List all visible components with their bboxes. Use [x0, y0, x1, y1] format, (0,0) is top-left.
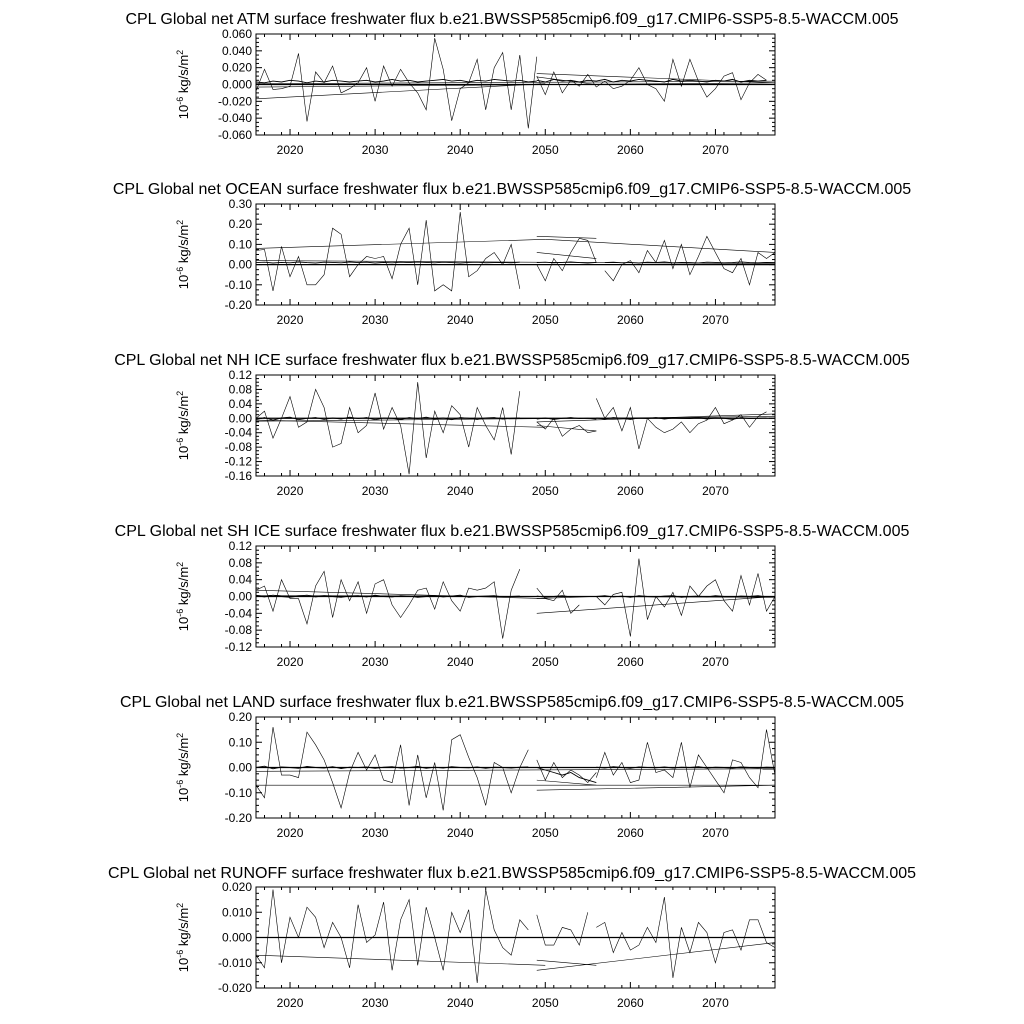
x-tick-label: 2020 [276, 655, 304, 669]
y-tick-label: -0.12 [224, 640, 252, 654]
series-line [256, 212, 520, 291]
y-tick-label: 0.020 [221, 880, 252, 894]
trend-line [537, 960, 597, 965]
y-tick-label: 0.04 [228, 396, 252, 411]
y-tick-label: 0.04 [228, 572, 252, 587]
x-tick-label: 2060 [617, 143, 644, 157]
x-tick-label: 2020 [276, 313, 304, 327]
y-tick-label: -0.020 [217, 981, 252, 995]
series-line [537, 760, 597, 783]
y-axis-scale: 10 [176, 104, 191, 120]
x-tick-label: 2070 [702, 313, 729, 327]
plot-frame [256, 204, 775, 305]
y-axis-scale-exp: -6 [175, 437, 185, 446]
x-tick-label: 2040 [446, 484, 474, 498]
y-tick-label: 0.12 [228, 368, 252, 382]
y-axis-unit-exp: 2 [175, 902, 185, 908]
y-axis-unit: kg/s/m [176, 224, 191, 267]
x-tick-label: 2050 [531, 143, 559, 157]
y-tick-label: 0.08 [228, 382, 252, 397]
y-tick-label: 0.060 [221, 27, 252, 41]
y-axis-unit-exp: 2 [175, 732, 185, 738]
chart-title: CPL Global net RUNOFF surface freshwater flux b.e21.BWSSP585cmip6.f09_g17.CMIP6-SSP5-8.5-WACCM.005 [107, 865, 917, 882]
y-axis-scale: 10 [176, 274, 191, 290]
plot-data [256, 559, 775, 639]
trend-line [256, 955, 545, 965]
y-tick-label: 0.010 [221, 905, 252, 920]
y-axis-unit-exp: 2 [175, 561, 185, 567]
x-tick-label: 2030 [361, 143, 389, 157]
x-tick-label: 2030 [361, 996, 389, 1010]
x-tick-label: 2060 [617, 655, 644, 669]
y-tick-label: 0.00 [228, 411, 252, 426]
x-tick-label: 2060 [617, 484, 644, 498]
x-tick-label: 2050 [531, 655, 559, 669]
series-line [596, 398, 766, 449]
y-tick-label: 0.00 [228, 257, 252, 272]
series-line [537, 912, 588, 945]
trend-line [537, 252, 597, 258]
x-tick-label: 2050 [531, 313, 559, 327]
y-axis-scale: 10 [176, 787, 191, 803]
plot-data [256, 727, 784, 810]
x-tick-label: 2020 [276, 996, 304, 1010]
y-axis-unit: kg/s/m [176, 566, 191, 609]
y-tick-label: 0.30 [228, 197, 252, 211]
y-tick-label: 0.08 [228, 555, 252, 570]
chart-panel-5 [120, 694, 904, 840]
y-tick-label: 0.10 [228, 237, 252, 252]
y-tick-label: -0.08 [224, 623, 252, 638]
trend-line [545, 239, 775, 252]
y-axis-unit: kg/s/m [176, 737, 191, 780]
trend-line [537, 780, 597, 785]
y-axis-label [175, 50, 191, 119]
x-tick-label: 2070 [702, 655, 729, 669]
series-line [256, 382, 520, 474]
y-tick-label: 0.000 [221, 77, 252, 92]
series-smooth-line [605, 262, 775, 263]
x-tick-label: 2040 [446, 996, 474, 1010]
x-tick-label: 2070 [702, 484, 729, 498]
y-axis-scale-exp: -6 [175, 779, 185, 788]
y-tick-label: -0.010 [217, 955, 252, 970]
y-tick-label: -0.060 [217, 128, 252, 142]
chart-title: CPL Global net SH ICE surface freshwater flux b.e21.BWSSP585cmip6.f09_g17.CMIP6-SSP5-8.5-WACCM.005 [114, 523, 910, 540]
plot-frame [256, 375, 775, 476]
y-axis-unit: kg/s/m [176, 54, 191, 97]
y-tick-label: -0.20 [224, 811, 252, 825]
y-axis-unit: kg/s/m [176, 395, 191, 438]
y-tick-label: 0.20 [228, 217, 252, 232]
series-line [537, 588, 580, 613]
y-tick-label: -0.08 [224, 440, 252, 455]
y-tick-label: 0.00 [228, 589, 252, 604]
chart-title: CPL Global net NH ICE surface freshwater flux b.e21.BWSSP585cmip6.f09_g17.CMIP6-SSP5-8.5-WACCM.005 [114, 352, 910, 369]
trend-line [537, 236, 597, 238]
y-tick-label: -0.16 [224, 469, 252, 483]
x-tick-label: 2040 [446, 655, 474, 669]
y-axis-unit-exp: 2 [175, 390, 185, 396]
x-tick-label: 2040 [446, 143, 474, 157]
y-axis-label [175, 562, 191, 631]
trend-line [537, 785, 775, 790]
plot-data [256, 212, 775, 291]
series-line [605, 236, 775, 284]
y-axis-unit-exp: 2 [175, 219, 185, 225]
chart-panel-2 [113, 181, 911, 327]
chart-title: CPL Global net OCEAN surface freshwater flux b.e21.BWSSP585cmip6.f09_g17.CMIP6-SSP5-8.5-WACCM.005 [112, 181, 912, 198]
x-tick-label: 2020 [276, 484, 304, 498]
y-tick-label: -0.04 [224, 425, 252, 440]
y-axis-label [175, 733, 191, 802]
y-tick-label: -0.04 [224, 606, 252, 621]
chart-title: CPL Global net LAND surface freshwater flux b.e21.BWSSP585cmip6.f09_g17.CMIP6-SSP5-8.5-WACCM.005 [119, 694, 905, 711]
chart-panel-6 [108, 865, 916, 1010]
chart-panel-4 [115, 523, 910, 669]
y-tick-label: 0.12 [228, 539, 252, 553]
x-tick-label: 2060 [617, 313, 644, 327]
x-tick-label: 2070 [702, 996, 729, 1010]
y-tick-label: 0.10 [228, 735, 252, 750]
y-axis-scale-exp: -6 [175, 949, 185, 958]
plot-data [256, 382, 775, 474]
plot-data [256, 38, 775, 128]
y-axis-scale: 10 [176, 445, 191, 461]
trend-line [256, 769, 775, 772]
y-axis-unit: kg/s/m [176, 907, 191, 950]
trend-line [256, 590, 545, 598]
y-tick-label: -0.10 [224, 277, 252, 292]
x-tick-label: 2030 [361, 484, 389, 498]
x-tick-label: 2030 [361, 313, 389, 327]
x-tick-label: 2040 [446, 826, 474, 840]
x-tick-label: 2070 [702, 143, 729, 157]
y-tick-label: -0.040 [217, 111, 252, 126]
y-axis-label [175, 391, 191, 460]
series-line [256, 727, 528, 810]
y-tick-label: -0.12 [224, 454, 252, 469]
y-axis-scale-exp: -6 [175, 96, 185, 105]
x-tick-label: 2050 [531, 826, 559, 840]
chart-panel-1 [125, 11, 898, 157]
x-tick-label: 2050 [531, 996, 559, 1010]
x-tick-label: 2030 [361, 655, 389, 669]
series-line [256, 890, 528, 984]
y-tick-label: 0.00 [228, 760, 252, 775]
series-line [537, 238, 597, 280]
y-axis-scale: 10 [176, 957, 191, 973]
x-tick-label: 2040 [446, 313, 474, 327]
series-line [596, 730, 783, 793]
x-tick-label: 2070 [702, 826, 729, 840]
y-tick-label: -0.020 [217, 94, 252, 109]
series-line [256, 569, 520, 639]
y-axis-scale: 10 [176, 616, 191, 632]
x-tick-label: 2050 [531, 484, 559, 498]
y-tick-label: -0.20 [224, 298, 252, 312]
x-tick-label: 2060 [617, 826, 644, 840]
trend-line [537, 597, 775, 614]
plot-data [256, 890, 775, 984]
y-axis-label [175, 220, 191, 289]
y-tick-label: 0.000 [221, 930, 252, 945]
y-axis-scale-exp: -6 [175, 266, 185, 275]
y-tick-label: 0.040 [221, 43, 252, 58]
x-tick-label: 2020 [276, 826, 304, 840]
y-tick-label: -0.10 [224, 785, 252, 800]
y-tick-label: 0.20 [228, 710, 252, 724]
x-tick-label: 2030 [361, 826, 389, 840]
x-tick-label: 2060 [617, 996, 644, 1010]
chart-title: CPL Global net ATM surface freshwater flux b.e21.BWSSP585cmip6.f09_g17.CMIP6-SSP5-8.5-WACCM.005 [125, 11, 899, 28]
series-line [596, 559, 775, 637]
chart-panel-3 [114, 352, 910, 498]
y-axis-unit-exp: 2 [175, 49, 185, 55]
y-axis-scale-exp: -6 [175, 608, 185, 617]
x-tick-label: 2020 [276, 143, 304, 157]
y-tick-label: 0.020 [221, 60, 252, 75]
y-axis-label [175, 903, 191, 972]
